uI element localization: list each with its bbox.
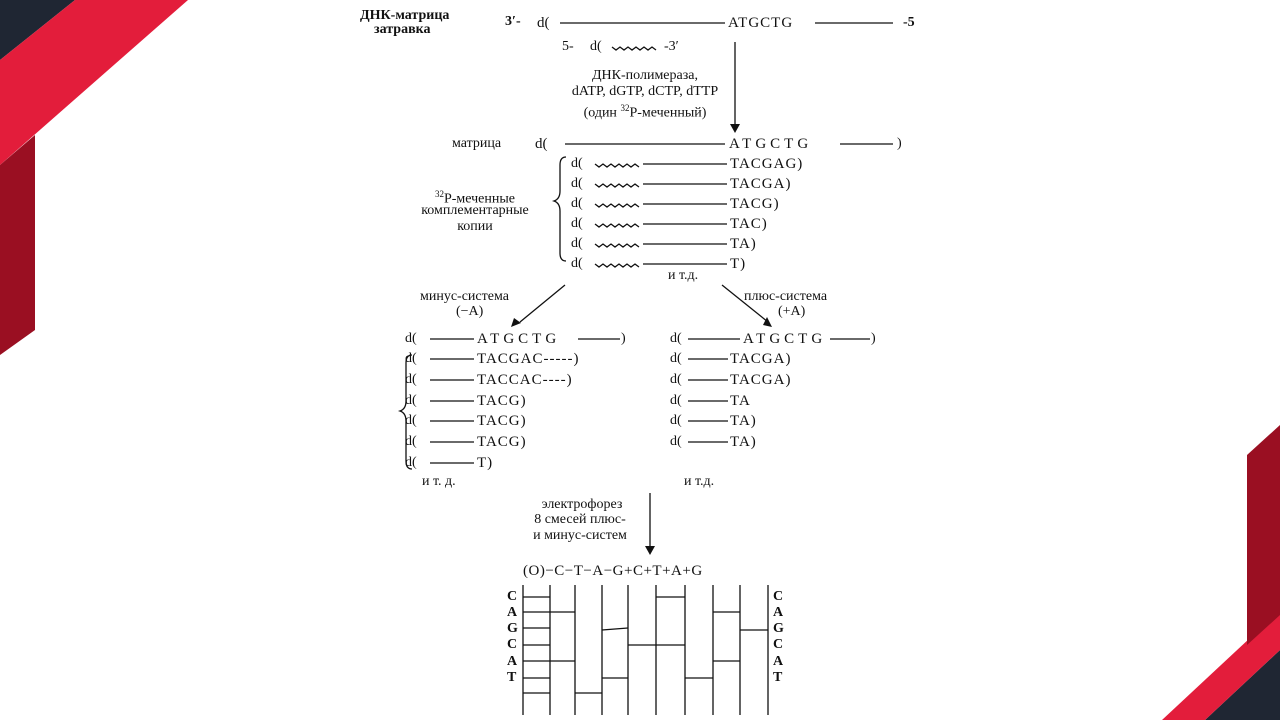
- minus-row-seq: TACG): [477, 413, 527, 429]
- arrow-head-minus: [511, 318, 521, 327]
- copy-row-d: d(: [571, 256, 583, 271]
- matrix-row-d: d(: [535, 136, 548, 152]
- plus-row-seq: TACGA): [730, 351, 792, 367]
- minus-row-seq: TACCAC----): [477, 372, 573, 388]
- copy-row-d: d(: [571, 216, 583, 231]
- primer-d: d(: [590, 39, 602, 54]
- plus-row-seq: TA: [730, 393, 751, 409]
- electrophoresis-line2: 8 смесей плюс-: [534, 512, 626, 527]
- plus-row-d: d(: [670, 351, 682, 366]
- minus-row-seq: TACG): [477, 393, 527, 409]
- plus-row-seq: TACGA): [730, 372, 792, 388]
- gel-left-letter: C: [507, 637, 518, 652]
- plus-template-close: ): [871, 331, 876, 346]
- minus-row-d: d(: [405, 434, 417, 449]
- copy-row-seq: TAC): [730, 216, 768, 232]
- copies-label-line3: копии: [457, 219, 493, 234]
- template-5prime: -5: [903, 15, 915, 30]
- gel-right-letter: C: [773, 637, 784, 652]
- template-d: d(: [537, 15, 550, 31]
- copy-row-seq: TACGA): [730, 176, 792, 192]
- minus-row-seq: TACGAC-----): [477, 351, 580, 367]
- gel-right-letter: T: [773, 670, 783, 685]
- copy-row-d: d(: [571, 176, 583, 191]
- matrix-label-line1: ДНК-матрица: [360, 8, 450, 23]
- gel-left-letter: A: [507, 654, 518, 669]
- copy-row-d: d(: [571, 196, 583, 211]
- plus-row-d: d(: [670, 434, 682, 449]
- gel-left-letter: G: [507, 621, 518, 636]
- minus-row-d: d(: [405, 372, 417, 387]
- plus-row-seq: TA): [730, 413, 757, 429]
- gel-left-letter: A: [507, 605, 518, 620]
- gel-lanes-header: (O)−C−T−A−G+C+T+A+G: [523, 563, 703, 579]
- plus-title-line2: (+A): [778, 304, 806, 319]
- minus-row-d: d(: [405, 413, 417, 428]
- primer-5prime: 5-: [562, 39, 574, 54]
- minus-etc: и т. д.: [422, 474, 456, 489]
- gel-left-letter: C: [507, 589, 518, 604]
- plus-template-seq: ATGCTG: [743, 331, 827, 347]
- minus-template-seq: ATGCTG: [477, 331, 561, 347]
- matrix-row-seq: ATGCTG: [729, 136, 813, 152]
- copy-row-d: d(: [571, 156, 583, 171]
- reaction-line3: (один $^{32}$P-меченный): [583, 103, 707, 121]
- reaction-line2: dATP, dGTP, dCTP, dTTP: [571, 84, 719, 99]
- arrow-head-1: [730, 124, 740, 133]
- copy-row-d: d(: [571, 236, 583, 251]
- plus-row-d: d(: [670, 413, 682, 428]
- gel-right-letter: A: [773, 605, 784, 620]
- primer-3prime: -3′: [664, 39, 679, 54]
- copy-row-seq: TACGAG): [730, 156, 804, 172]
- minus-title-line1: минус-система: [420, 289, 509, 304]
- plus-row-seq: TA): [730, 434, 757, 450]
- plus-template-d: d(: [670, 331, 682, 346]
- gel-right-letter: C: [773, 589, 784, 604]
- copies-etc: и т.д.: [668, 268, 699, 283]
- template-seq: ATGCTG: [728, 15, 794, 31]
- plus-row-d: d(: [670, 372, 682, 387]
- matrix-row-close: ): [897, 136, 902, 151]
- reaction-line1: ДНК-полимераза,: [592, 68, 698, 83]
- template-3prime: 3′-: [505, 14, 521, 29]
- copies-label-line1: $^{32}$P-меченные: [434, 189, 516, 207]
- gel-left-letter: T: [507, 670, 517, 685]
- arrow-head-2: [645, 546, 655, 555]
- minus-row-seq: T): [477, 455, 494, 471]
- plus-title-line1: плюс-система: [744, 289, 828, 304]
- minus-row-d: d(: [405, 455, 417, 470]
- plus-row-d: d(: [670, 393, 682, 408]
- minus-row-d: d(: [405, 351, 417, 366]
- matrix-label-line2: затравка: [374, 22, 431, 37]
- copy-row-seq: TA): [730, 236, 757, 252]
- minus-row-d: d(: [405, 393, 417, 408]
- matrix-row-label: матрица: [452, 136, 502, 151]
- plus-etc: и т.д.: [684, 474, 715, 489]
- copy-row-seq: T): [730, 256, 747, 272]
- minus-template-close: ): [621, 331, 626, 346]
- copy-row-seq: TACG): [730, 196, 780, 212]
- minus-row-seq: TACG): [477, 434, 527, 450]
- minus-template-d: d(: [405, 331, 417, 346]
- copies-label-line2: комплементарные: [421, 203, 529, 218]
- electrophoresis-line3: и минус-систем: [533, 528, 627, 543]
- gel-right-letter: A: [773, 654, 784, 669]
- minus-title-line2: (−A): [456, 304, 484, 319]
- electrophoresis-line1: электрофорез: [541, 497, 623, 512]
- gel-right-letter: G: [773, 621, 784, 636]
